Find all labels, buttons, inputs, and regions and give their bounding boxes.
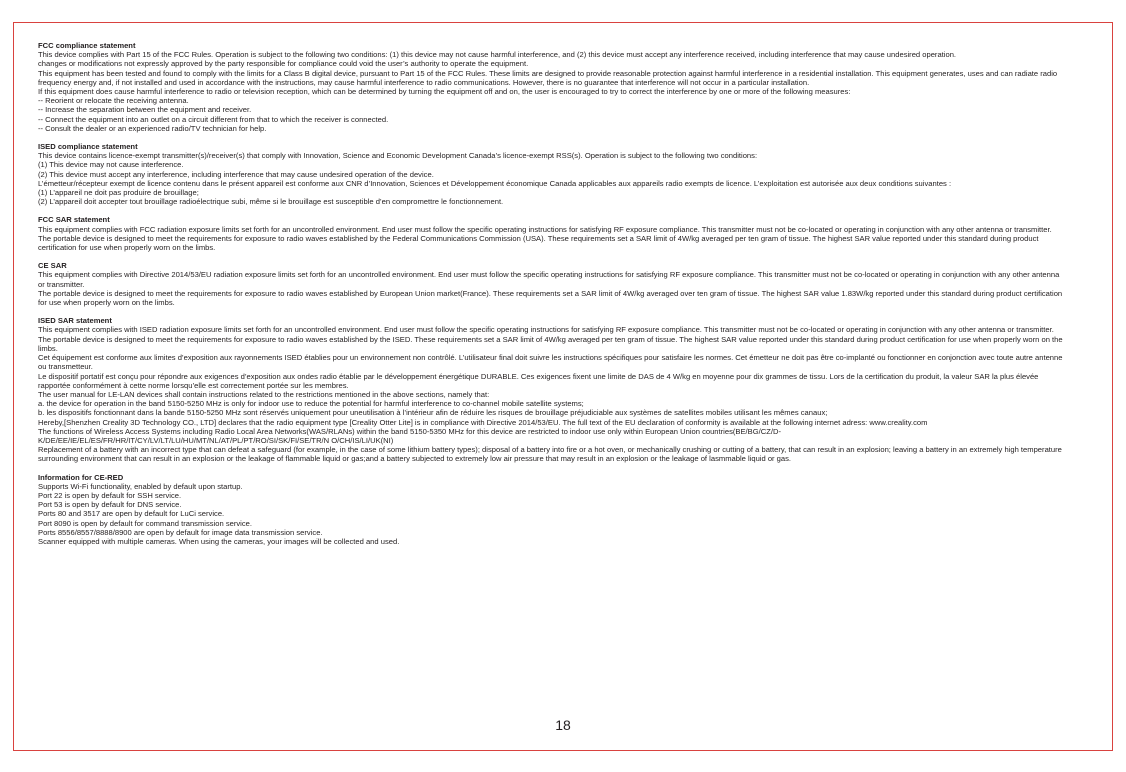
paragraph: Ports 80 and 3517 are open by default for LuCi service. [38,509,225,519]
paragraph: The functions of Wireless Access Systems including Radio Local Area Networks(WAS/RLANs) within the band 5150-5350 MHz for this device are restricted to indoor use only within European Union countries(BE/BG/CZ/D-K/DE/EE/IE/EL/ES/FR/HR/IT/CY/LV/LT/LU/HU/MT/NL/AT/PL/PT/RO/SI/SK/FI/SE/TR/N O/CH/IS/LI/UK(NI) [38,426,781,445]
section-ised-compliance [38,142,1068,206]
paragraph: The portable device is designed to meet the requirements for exposure to radio waves established by the ISED. These requirements set a SAR limit of 4W/kg averaged per ten gram of tissue. The highest SAR value reported under this standard during product certification for use when properly worn on the limbs. [38,334,1063,353]
paragraph: The user manual for LE-LAN devices shall contain instructions related to the restrictions mentioned in the above sections, namely that: [38,389,490,399]
paragraph: b. les dispositifs fonctionnant dans la bande 5150-5250 MHz sont réservés uniquement pour uneutilisation à l’intérieur afin de réduire les risques de brouillage préjudiciable aux systèmes de satellites mobiles utilisant les mêmes canaux; [38,408,828,418]
paragraph: Port 8090 is open by default for command transmission service. [38,518,252,528]
section-ce-sar [38,261,1068,307]
paragraph: The portable device is designed to meet the requirements for exposure to radio waves established by European Union market(France). These requirements set a SAR limit of 4W/kg averaged over ten gram of tissue. The highest SAR value 1.83W/kg reported under this standard during product certification for use when properly worn on the limbs. [38,288,1063,308]
section-fcc-compliance [38,41,1068,133]
list-item: -- Consult the dealer or an experienced radio/TV technician for help. [38,123,267,133]
paragraph: a. the device for operation in the band 5150-5250 MHz is only for indoor use to reduce the potential for harmful interference to co-channel mobile satellite systems; [38,399,584,409]
section-heading: ISED compliance statement [38,142,138,152]
paragraph: Port 22 is open by default for SSH service. [38,490,182,500]
paragraph: Replacement of a battery with an incorrect type that can defeat a safeguard (for example, in the case of some lithium battery types); disposal of a battery into fire or a hot oven, or mechanically crushing or cutting of a battery, that can result in an explosion; leaving a battery in an extremely high temperature surrounding environment that can result in an explosion or the leakage of flammable liquid or gas;and a battery subjected to extremely low air pressure that may result in an explosion or the leakage of lasmmable liquid or gas. [38,445,1062,464]
paragraph: Ports 8556/8557/8888/8900 are open by default for image data transmission service. [38,527,323,537]
paragraph: Port 53 is open by default for DNS service. [38,500,182,510]
section-ised-sar [38,316,1068,463]
paragraph: This device complies with Part 15 of the FCC Rules. Operation is subject to the following two conditions: (1) this device may not cause harmful interference, and (2) this device must accept any interference received, including interference that may cause undesired operation. [38,50,957,60]
paragraph: (2) This device must accept any interference, including interference that may cause undesired operation of the device. [38,169,434,179]
list-item: -- Increase the separation between the equipment and receiver. [38,105,252,115]
section-fcc-sar [38,215,1068,252]
section-ce-red [38,473,1068,547]
section-heading: FCC SAR statement [38,215,110,225]
paragraph: changes or modifications not expressly approved by the party responsible for compliance could void the user’s authority to operate the equipment. [38,59,529,69]
paragraph: This equipment has been tested and found to comply with the limits for a Class B digital device, pursuant to Part 15 of the FCC Rules. These limits are designed to provide reasonable protection against harmful interference in a residential installation. This equipment generates, uses and can radiate radio frequency energy and, if not installed and used in accordance with the instructions, may cause harmful interference to radio communications. However, there is no guarantee that interference will not occur in a particular installation. [38,68,1058,87]
page-number: 18 [555,717,571,733]
paragraph: L’émetteur/récepteur exempt de licence contenu dans le présent appareil est conforme aux CNR d’Innovation, Sciences et Développement économique Canada applicables aux appareils radio exempts de licence. L’exploitation est autorisée aux deux conditions suivantes : [38,178,952,188]
paragraph: This equipment complies with FCC radiation exposure limits set forth for an uncontrolled environment. End user must follow the specific operating instructions for satisfying RF exposure compliance. This transmitter must not be co-located or operating in conjunction with any other antenna or transmitter. [38,224,1052,234]
paragraph: Scanner equipped with multiple cameras. When using the cameras, your images will be collected and used. [38,536,400,546]
paragraph: Le dispositif portatif est conçu pour répondre aux exigences d’exposition aux ondes radio établie par le développement énergétique DURABLE. Ces exigences fixent une limite de DAS de 4 W/kg en moyenne pour dix grammes de tissu. Lors de la certification du produit, la valeur SAR la plus élevée rapportée conformément à cette norme lorsqu’elle est correctement portée sur les membres. [38,371,1039,390]
paragraph: This equipment complies with Directive 2014/53/EU radiation exposure limits set forth for an uncontrolled environment. End user must follow the specific operating instructions for satisfying RF exposure compliance. This transmitter must not be co-located or operating in conjunction with any other antenna or transmitter. [38,270,1060,289]
paragraph: (1) This device may not cause interference. [38,160,184,170]
paragraph: If this equipment does cause harmful interference to radio or television reception, which can be determined by turning the equipment off and on, the user is encouraged to try to correct the interference by one or more of the following measures: [38,87,851,97]
paragraph: (1) L’appareil ne doit pas produire de brouillage; [38,188,199,198]
section-heading: Information for CE-RED [38,472,124,482]
section-heading: FCC compliance statement [38,41,136,50]
document-body [38,41,1068,555]
section-heading: ISED SAR statement [38,316,112,326]
list-item: -- Connect the equipment into an outlet on a circuit different from that to which the receiver is connected. [38,114,389,124]
paragraph: This device contains licence-exempt transmitter(s)/receiver(s) that comply with Innovation, Science and Economic Development Canada’s licence-exempt RSS(s). Operation is subject to the following two conditions: [38,151,758,161]
paragraph: Hereby,[Shenzhen Creality 3D Technology CO., LTD] declares that the radio equipment type [Creality Otter Lite] is in compliance with Directive 2014/53/EU. The full text of the EU declaration of conformity is available at the following internet adress: www.creality.com [38,417,928,427]
paragraph: This equipment complies with ISED radiation exposure limits set forth for an uncontrolled environment. End user must follow the specific operating instructions for satisfying RF exposure compliance. This transmitter must not be co-located or operating in conjunction with any other antenna or transmitter. [38,325,1054,335]
section-heading: CE SAR [38,261,67,271]
paragraph: The portable device is designed to meet the requirements for exposure to radio waves established by the Federal Communications Commission (USA). These requirements set a SAR limit of 4W/kg averaged per ten gram of tissue. The highest SAR value reported under this standard during product certification for use when properly worn on the limbs. [38,233,1039,253]
paragraph: (2) L’appareil doit accepter tout brouillage radioélectrique subi, même si le brouillage est susceptible d’en compromettre le fonctionnement. [38,197,504,207]
list-item: -- Reorient or relocate the receiving antenna. [38,96,189,106]
paragraph: Cet équipement est conforme aux limites d’exposition aux rayonnements ISED établies pour un environnement non contrôlé. L’utilisateur final doit suivre les instructions spécifiques pour satisfaire les normes. Cet émetteur ne doit pas être co-implanté ou fonctionner en conjonction avec toute autre antenne ou transmetteur. [38,353,1063,372]
paragraph: Supports Wi-Fi functionality, enabled by default upon startup. [38,481,243,491]
